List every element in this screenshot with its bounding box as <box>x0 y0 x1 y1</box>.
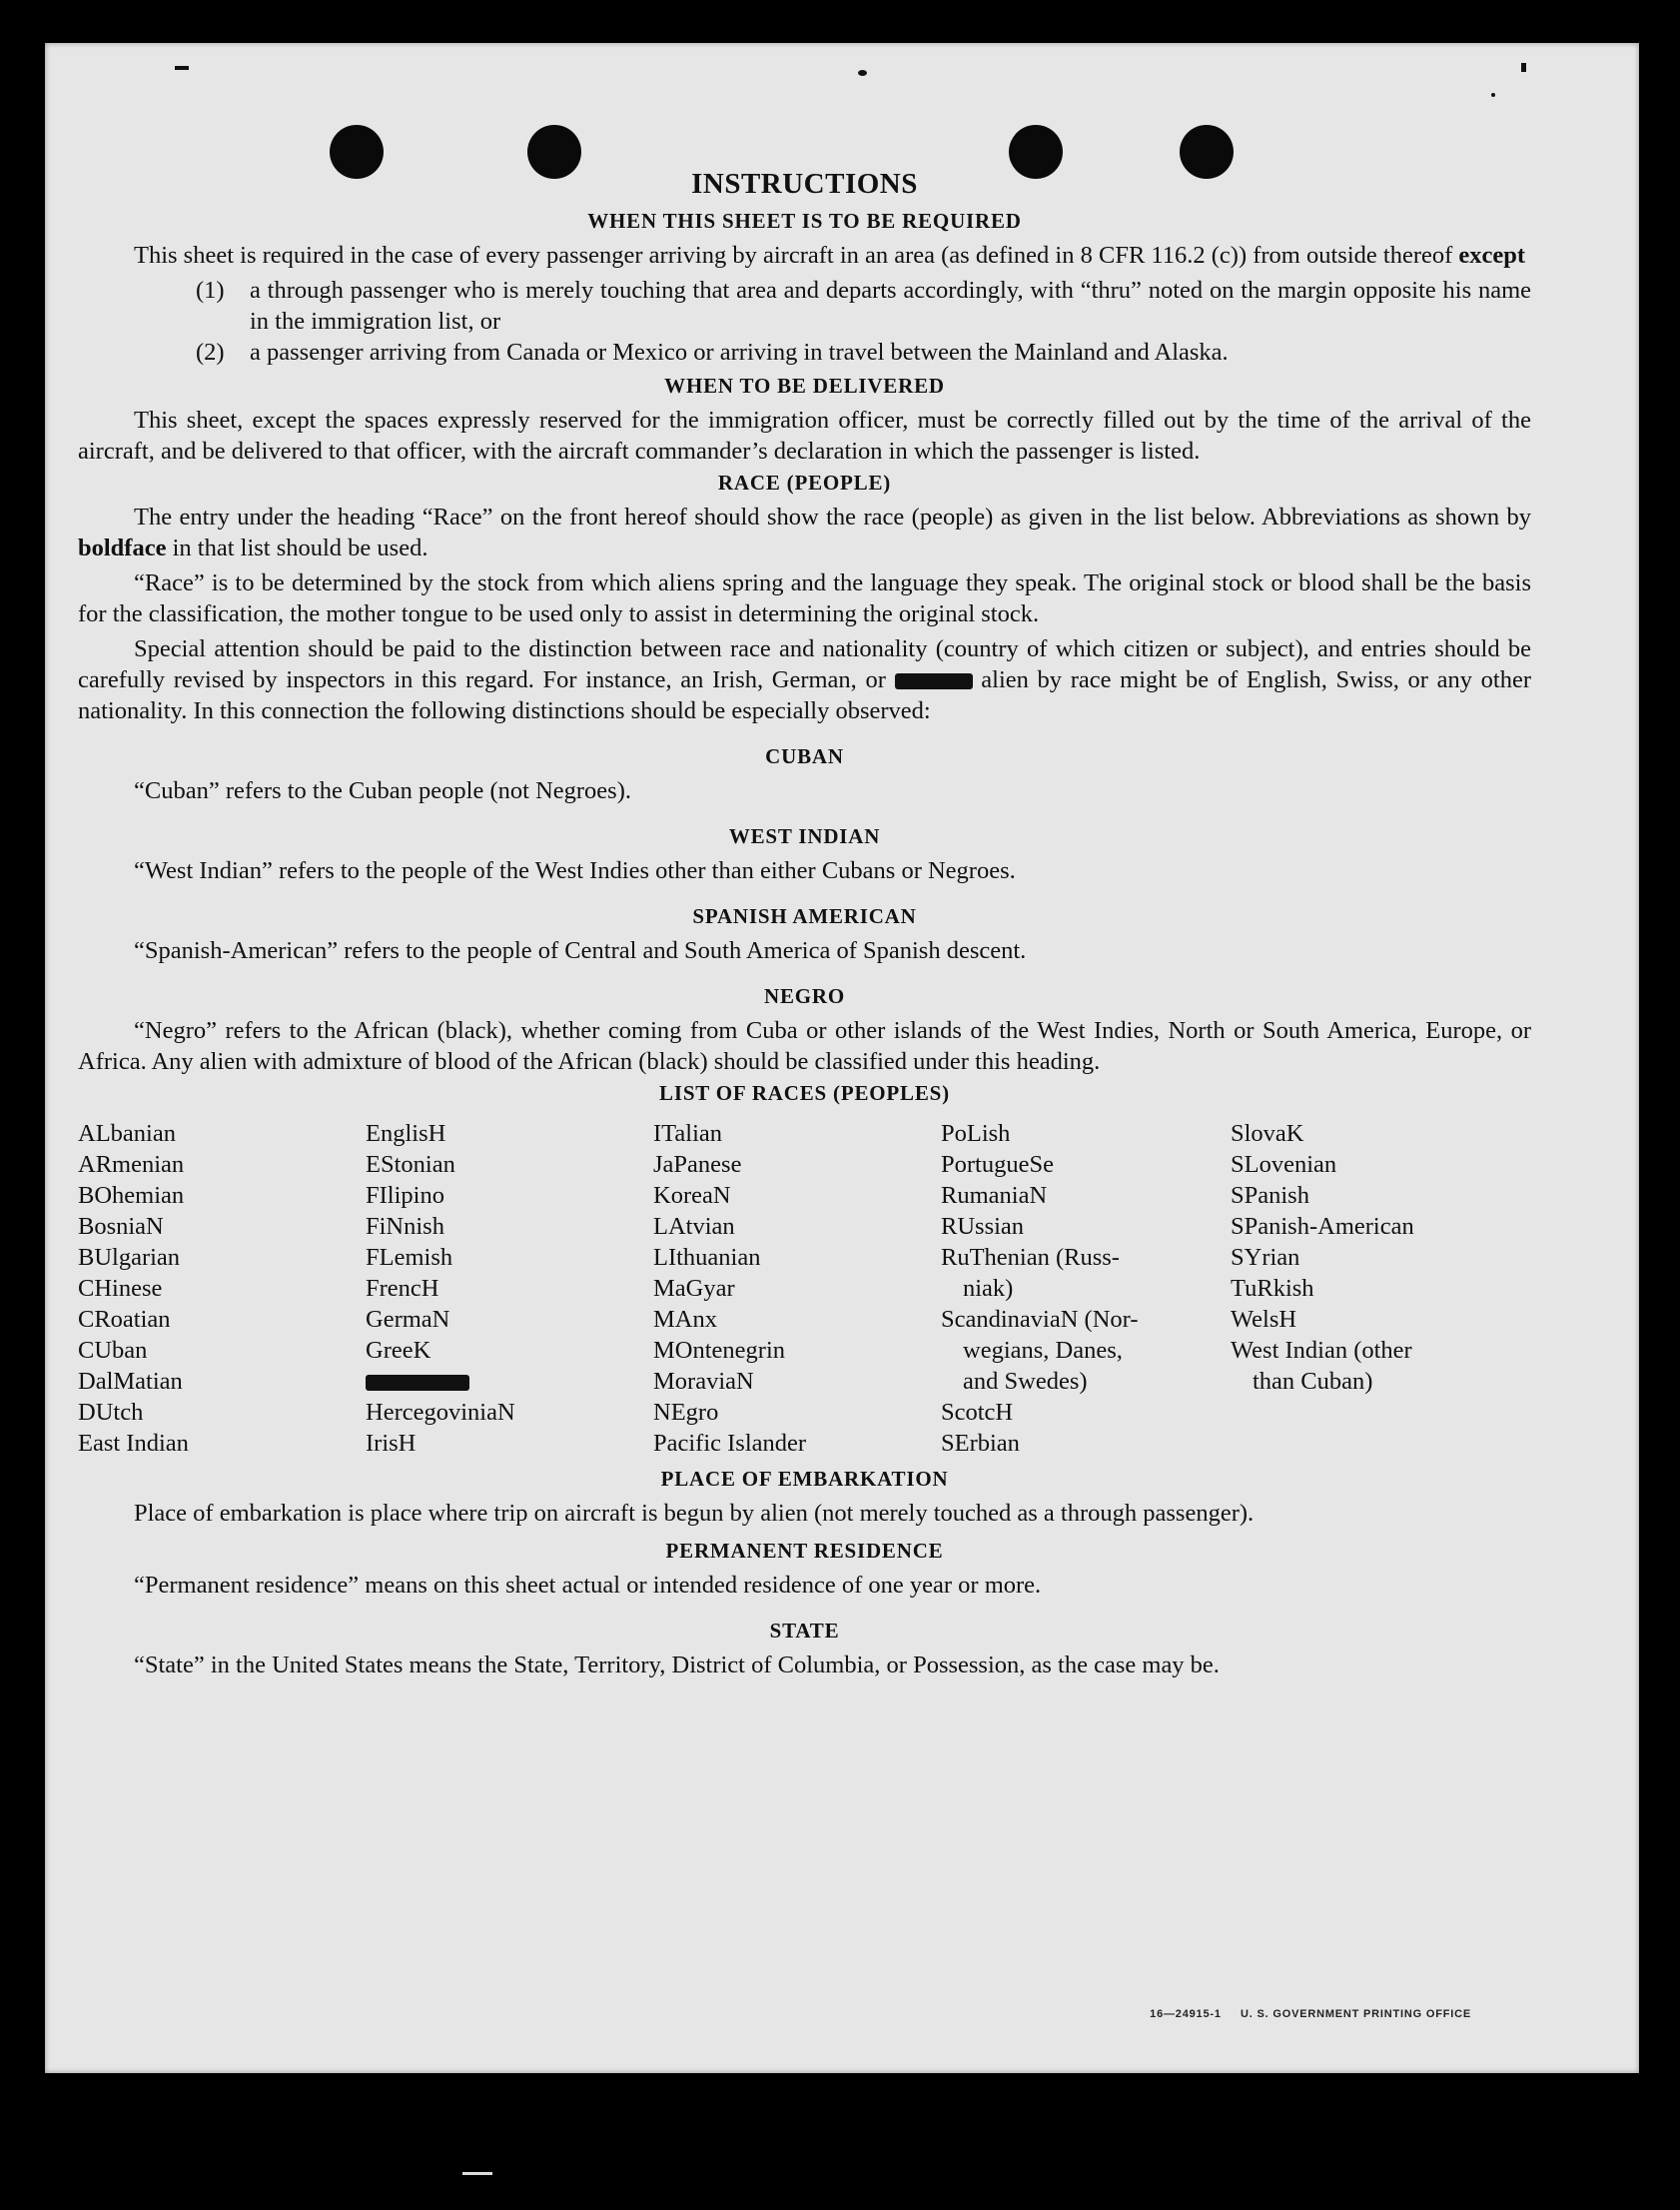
race-entry-continued: niak) <box>963 1275 1014 1302</box>
race-entry: EStonian <box>366 1151 455 1178</box>
race-p3-text-after: alien by race might be of English, Swiss, or any other nationality. In this connection the following distinctions should be especially observed: <box>78 666 1532 724</box>
race-entry: GreeK <box>366 1337 431 1364</box>
exception-text: a through passenger who is merely touching that area and departs accordingly, with “thru” noted on the margin opposite his name in the immigration list, or <box>250 277 1531 335</box>
race-entry: JaPanese <box>653 1151 742 1178</box>
heading-negro: NEGRO <box>763 984 845 1008</box>
scan-speck <box>1521 63 1526 72</box>
races-column-2 <box>366 1118 653 1459</box>
printer-imprint <box>1150 2008 1471 2020</box>
race-entry: PortugueSe <box>941 1151 1054 1178</box>
race-entry-redacted <box>366 1366 653 1397</box>
page-title: INSTRUCTIONS <box>691 168 918 200</box>
scan-artifact <box>462 2172 492 2175</box>
race-entry: PoLish <box>941 1120 1011 1147</box>
race-entry: HercegoviniaN <box>366 1399 515 1426</box>
race-paragraph-1 <box>78 502 1531 563</box>
race-p1-bold: boldface <box>78 535 167 561</box>
race-entry: DalMatian <box>78 1368 183 1395</box>
scan-speck <box>175 66 189 70</box>
race-entry: IrisH <box>366 1430 417 1457</box>
race-entry: ScotcH <box>941 1399 1014 1426</box>
spanish-american-text: “Spanish-American” refers to the people of Central and South America of Spanish descent. <box>134 937 1027 964</box>
race-entry-continued: than Cuban) <box>1253 1368 1373 1395</box>
residence-text: “Permanent residence” means on this sheet actual or intended residence of one year or more. <box>134 1572 1042 1599</box>
document-sheet <box>45 43 1639 2073</box>
race-entry: BosniaN <box>78 1213 164 1240</box>
race-entry: BUlgarian <box>78 1244 181 1271</box>
race-entry: SErbian <box>941 1430 1020 1457</box>
races-column-3 <box>653 1118 941 1459</box>
race-entry: KoreaN <box>653 1182 731 1209</box>
required-intro <box>78 240 1531 271</box>
race-entry: ARmenian <box>78 1151 185 1178</box>
required-intro-text: This sheet is required in the case of every passenger arriving by aircraft in an area (as defined in 8 CFR 116.2 (c)) from outside thereof <box>134 242 1453 269</box>
race-entry: FiNnish <box>366 1213 444 1240</box>
race-entry: DUtch <box>78 1399 144 1426</box>
race-entry: West Indian (other <box>1231 1337 1412 1364</box>
heading-list-of-races: LIST OF RACES (PEOPLES) <box>659 1081 950 1105</box>
heading-state: STATE <box>769 1619 840 1643</box>
race-entry: BOhemian <box>78 1182 185 1209</box>
cuban-text: “Cuban” refers to the Cuban people (not Negroes). <box>134 777 631 804</box>
race-entry: MAnx <box>653 1306 717 1333</box>
race-entry: CUban <box>78 1337 148 1364</box>
exception-item <box>78 337 1531 368</box>
race-entry: FrencH <box>366 1275 439 1302</box>
race-entry: LIthuanian <box>653 1244 761 1271</box>
heading-spanish-american: SPANISH AMERICAN <box>692 904 917 928</box>
races-column-5 <box>1231 1118 1490 1459</box>
races-column-1 <box>78 1118 366 1459</box>
race-entry-continued: wegians, Danes, <box>963 1337 1123 1364</box>
race-entry: CHinese <box>78 1275 163 1302</box>
race-entry: EnglisH <box>366 1120 446 1147</box>
race-entry: MaGyar <box>653 1275 735 1302</box>
race-entry: Pacific Islander <box>653 1430 807 1457</box>
exception-number: (1) <box>196 277 225 304</box>
race-p3-text: Special attention should be paid to the distinction between race and nationality (country of which citizen or subject), and entries should be carefully revised by inspectors in this regard. For instance, an Irish, German, or <box>78 635 1531 693</box>
race-entry: SLovenian <box>1231 1151 1337 1178</box>
race-entry: ALbanian <box>78 1120 176 1147</box>
printer-name: U. S. GOVERNMENT PRINTING OFFICE <box>1241 2008 1471 2020</box>
race-entry: ITalian <box>653 1120 723 1147</box>
heading-delivered: WHEN TO BE DELIVERED <box>664 374 945 398</box>
scan-speck <box>1491 93 1495 97</box>
instructions-content <box>78 168 1531 1684</box>
race-paragraph-2: “Race” is to be determined by the stock from which aliens spring and the language they speak. The original stock or blood shall be the basis for the classification, the mother tongue to be used only to assist in determining the original stock. <box>78 569 1531 627</box>
race-entry: East Indian <box>78 1430 189 1457</box>
west-indian-text: “West Indian” refers to the people of the West Indies other than either Cubans or Negroes. <box>134 857 1016 884</box>
embarkation-text: Place of embarkation is place where trip on aircraft is begun by alien (not merely touched as a through passenger). <box>134 1500 1255 1527</box>
race-entry: SYrian <box>1231 1244 1300 1271</box>
heading-required: WHEN THIS SHEET IS TO BE REQUIRED <box>587 209 1022 233</box>
heading-residence: PERMANENT RESIDENCE <box>665 1539 944 1563</box>
heading-race: RACE (PEOPLE) <box>717 471 892 495</box>
race-p1-text: The entry under the heading “Race” on the front hereof should show the race (people) as given in the list below. Abbreviations as shown by <box>134 504 1531 531</box>
exception-list <box>78 275 1531 368</box>
race-entry: GermaN <box>366 1306 450 1333</box>
race-entry: FIlipino <box>366 1182 444 1209</box>
race-entry-continued: and Swedes) <box>963 1368 1088 1395</box>
race-entry: TuRkish <box>1231 1275 1314 1302</box>
race-paragraph-3 <box>78 633 1531 726</box>
required-intro-bold: except <box>1458 242 1526 269</box>
race-entry: CRoatian <box>78 1306 171 1333</box>
heading-embarkation: PLACE OF EMBARKATION <box>660 1467 949 1491</box>
races-table <box>78 1118 1531 1459</box>
race-entry: SPanish <box>1231 1182 1309 1209</box>
exception-text: a passenger arriving from Canada or Mexico or arriving in travel between the Mainland and Alaska. <box>250 339 1229 366</box>
race-entry: SPanish-American <box>1231 1213 1414 1240</box>
race-entry: NEgro <box>653 1399 719 1426</box>
state-text: “State” in the United States means the State, Territory, District of Columbia, or Possession, as the case may be. <box>134 1652 1220 1678</box>
races-column-4 <box>941 1118 1231 1459</box>
race-entry: RumaniaN <box>941 1182 1048 1209</box>
race-entry: FLemish <box>366 1244 453 1271</box>
race-entry: MOntenegrin <box>653 1337 785 1364</box>
race-entry: RUssian <box>941 1213 1025 1240</box>
exception-number: (2) <box>196 339 225 366</box>
negro-text: “Negro” refers to the African (black), whether coming from Cuba or other islands of the West Indies, North or South America, Europe, or Africa. Any alien with admixture of blood of the African (black) should be classified under this heading. <box>78 1017 1531 1075</box>
race-entry: MoraviaN <box>653 1368 754 1395</box>
race-entry: LAtvian <box>653 1213 735 1240</box>
heading-cuban: CUBAN <box>765 744 844 768</box>
heading-west-indian: WEST INDIAN <box>728 824 881 848</box>
form-number: 16—24915-1 <box>1150 2008 1222 2020</box>
race-p1-text-after: in that list should be used. <box>172 535 428 561</box>
scan-speck <box>858 70 867 76</box>
delivered-text: This sheet, except the spaces expressly reserved for the immigration officer, must be correctly filled out by the time of the arrival of the aircraft, and be delivered to that officer, with the aircraft commander’s declaration in which the passenger is listed. <box>78 407 1531 465</box>
redacted-word <box>366 1375 469 1391</box>
race-entry: WelsH <box>1231 1306 1297 1333</box>
redacted-word <box>895 673 973 689</box>
race-entry: SlovaK <box>1231 1120 1304 1147</box>
exception-item <box>78 275 1531 337</box>
race-entry: RuThenian (Russ- <box>941 1244 1120 1271</box>
race-entry: ScandinaviaN (Nor- <box>941 1306 1139 1333</box>
